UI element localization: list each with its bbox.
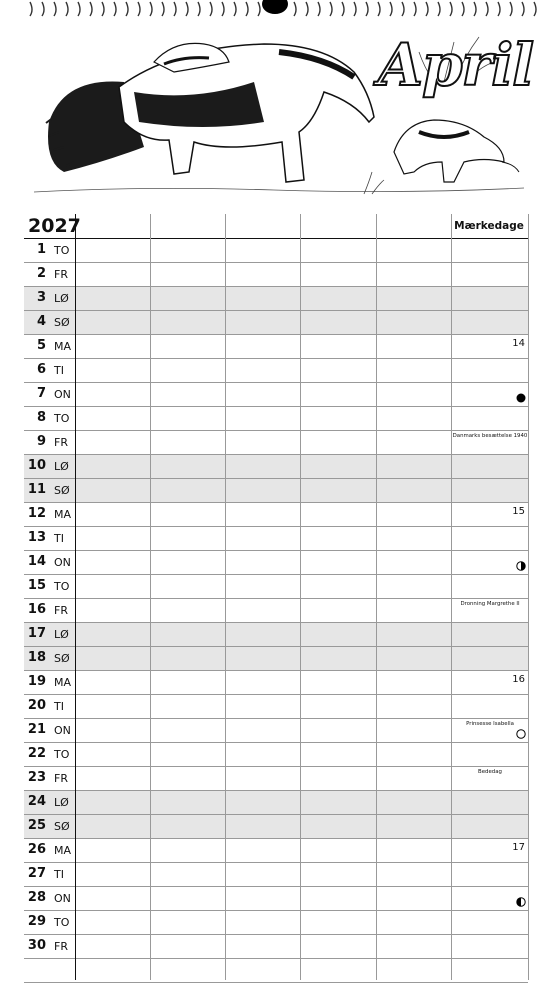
day-number: 12 [27, 506, 46, 521]
grid-line [24, 574, 528, 575]
spiral-binding [0, 0, 550, 22]
day-name: LØ [54, 628, 69, 641]
day-name: TO [54, 244, 70, 257]
day-row [24, 526, 528, 550]
day-row [24, 454, 528, 478]
grid-line [24, 502, 528, 503]
day-number: 25 [27, 818, 46, 833]
day-name: MA [54, 340, 72, 353]
day-row [24, 742, 528, 766]
grid-column-line [528, 214, 529, 980]
day-number: 14 [27, 554, 46, 569]
day-name: FR [54, 940, 68, 953]
day-number: 11 [27, 482, 46, 497]
day-number: 28 [27, 890, 46, 905]
grid-line [24, 310, 528, 311]
day-row [24, 358, 528, 382]
day-row [24, 694, 528, 718]
grid-column-line [75, 214, 76, 980]
grid-line [24, 742, 528, 743]
holidays-header: Mærkedage [454, 220, 524, 232]
day-name: TO [54, 580, 70, 593]
day-name: TO [54, 916, 70, 929]
day-number: 21 [27, 722, 46, 737]
day-number: 3 [36, 290, 46, 305]
day-row [24, 670, 528, 694]
grid-line [24, 838, 528, 839]
day-row [24, 334, 528, 358]
new-moon-icon [516, 393, 526, 403]
day-row [24, 622, 528, 646]
day-number: 15 [27, 578, 46, 593]
day-name: ON [54, 892, 71, 905]
grid-column-line [150, 214, 151, 980]
holiday-label: Danmarks besættelse 1940 [452, 433, 528, 439]
day-row [24, 286, 528, 310]
day-number: 10 [27, 458, 46, 473]
day-row [24, 862, 528, 886]
day-name: SØ [54, 484, 70, 497]
day-number: 24 [27, 794, 46, 809]
day-row [24, 910, 528, 934]
day-row [24, 262, 528, 286]
day-name: TO [54, 412, 70, 425]
grid-line [24, 958, 528, 959]
day-row [24, 790, 528, 814]
day-name: TI [54, 700, 64, 713]
day-row [24, 814, 528, 838]
day-row [24, 646, 528, 670]
day-number: 26 [27, 842, 46, 857]
year-label: 2027 [28, 215, 81, 237]
day-row [24, 310, 528, 334]
day-row [24, 886, 528, 910]
holiday-label: Prinsesse Isabella [466, 721, 514, 727]
day-name: FR [54, 268, 68, 281]
day-row [24, 382, 528, 406]
day-name: FR [54, 604, 68, 617]
day-name: SØ [54, 316, 70, 329]
day-row [24, 934, 528, 958]
grid-line [24, 982, 528, 983]
day-number: 30 [27, 938, 46, 953]
month-title: April [378, 31, 534, 99]
day-row [24, 430, 528, 454]
grid-line [24, 262, 528, 263]
grid-line [24, 622, 528, 623]
day-row [24, 574, 528, 598]
grid-line [24, 766, 528, 767]
full-moon-icon [516, 729, 526, 739]
day-row [24, 406, 528, 430]
grid-line [24, 598, 528, 599]
day-number: 5 [36, 338, 46, 353]
day-row [24, 598, 528, 622]
grid-column-line [300, 214, 301, 980]
day-row [24, 718, 528, 742]
week-number: 16 [512, 674, 525, 685]
grid-line [24, 358, 528, 359]
grid-line [24, 910, 528, 911]
day-name: TO [54, 748, 70, 761]
day-number: 20 [27, 698, 46, 713]
grid-line [24, 718, 528, 719]
day-name: FR [54, 772, 68, 785]
day-name: LØ [54, 292, 69, 305]
grid-line [24, 526, 528, 527]
grid-column-line [225, 214, 226, 980]
day-number: 8 [36, 410, 46, 425]
grid-line [24, 814, 528, 815]
day-number: 1 [36, 242, 46, 257]
day-row [24, 550, 528, 574]
day-name: SØ [54, 652, 70, 665]
day-row [24, 766, 528, 790]
day-row [24, 838, 528, 862]
day-number: 18 [27, 650, 46, 665]
day-name: LØ [54, 796, 69, 809]
day-name: MA [54, 676, 72, 689]
day-number: 22 [27, 746, 46, 761]
day-name: SØ [54, 820, 70, 833]
grid-line [24, 238, 528, 239]
holiday-label: Bededag [478, 769, 502, 775]
day-number: 29 [27, 914, 46, 929]
week-number: 14 [512, 338, 525, 349]
first-quarter-moon-icon [516, 561, 526, 571]
grid-line [24, 862, 528, 863]
day-number: 27 [27, 866, 46, 881]
day-name: ON [54, 724, 71, 737]
day-number: 6 [36, 362, 46, 377]
day-number: 19 [27, 674, 46, 689]
day-number: 9 [36, 434, 46, 449]
week-number: 15 [512, 506, 525, 517]
grid-line [24, 478, 528, 479]
grid-line [24, 934, 528, 935]
day-number: 13 [27, 530, 46, 545]
grid-line [24, 694, 528, 695]
day-name: TI [54, 868, 64, 881]
grid-line [24, 886, 528, 887]
grid-column-line [451, 214, 452, 980]
day-row [24, 502, 528, 526]
grid-line [24, 382, 528, 383]
grid-line [24, 286, 528, 287]
day-number: 23 [27, 770, 46, 785]
day-number: 17 [27, 626, 46, 641]
grid-line [24, 334, 528, 335]
day-number: 2 [36, 266, 46, 281]
grid-line [24, 670, 528, 671]
day-name: TI [54, 364, 64, 377]
grid-line [24, 430, 528, 431]
day-name: LØ [54, 460, 69, 473]
day-name: MA [54, 508, 72, 521]
day-name: ON [54, 388, 71, 401]
day-row [24, 238, 528, 262]
day-name: TI [54, 532, 64, 545]
last-quarter-moon-icon [516, 897, 526, 907]
day-number: 16 [27, 602, 46, 617]
grid-line [24, 454, 528, 455]
day-name: ON [54, 556, 71, 569]
grid-line [24, 790, 528, 791]
grid-line [24, 406, 528, 407]
holiday-label: Dronning Margrethe II [460, 601, 520, 607]
day-name: MA [54, 844, 72, 857]
day-number: 4 [36, 314, 46, 329]
grid-line [24, 550, 528, 551]
grid-line [24, 646, 528, 647]
grid-column-line [376, 214, 377, 980]
day-row [24, 478, 528, 502]
day-number: 7 [36, 386, 46, 401]
day-name: FR [54, 436, 68, 449]
week-number: 17 [512, 842, 525, 853]
